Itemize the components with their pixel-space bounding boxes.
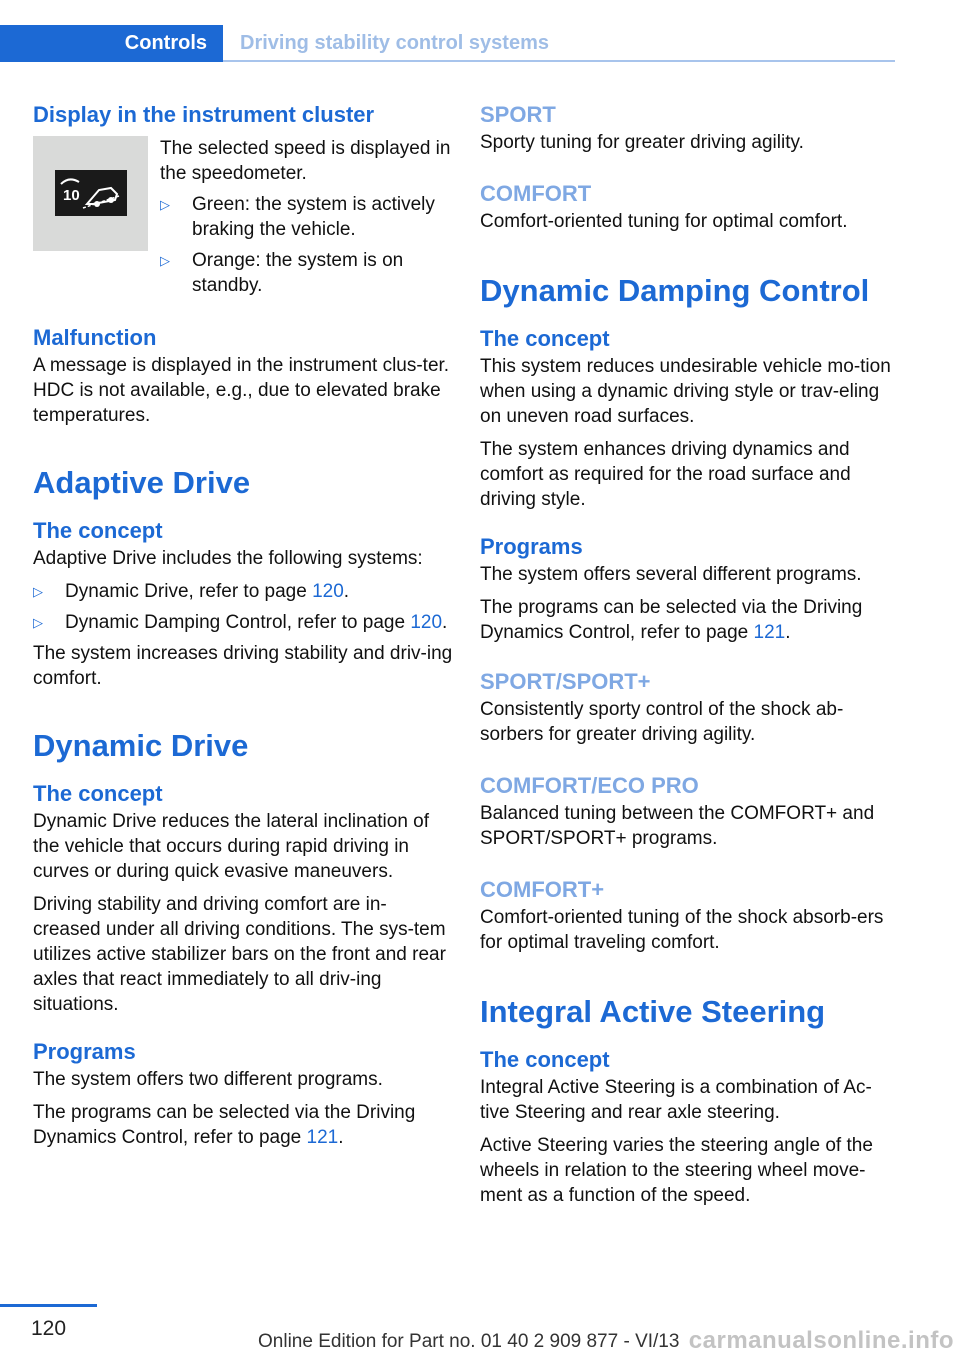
ddc-concept-heading: The concept bbox=[480, 326, 610, 351]
adaptive-intro: Adaptive Drive includes the following systems: bbox=[33, 548, 423, 569]
hdc-indicator-image bbox=[33, 136, 148, 251]
edition-text: Online Edition for Part no. 01 40 2 909 877 - VI/13 bbox=[258, 1331, 680, 1352]
page-link-120[interactable]: 120 bbox=[312, 581, 344, 602]
programs-heading: Programs bbox=[33, 1039, 136, 1064]
ias-concept-heading: The concept bbox=[480, 1047, 610, 1072]
right-column bbox=[480, 100, 900, 1216]
programs-paragraph-1: The system offers two different programs. bbox=[33, 1069, 383, 1090]
footer-rule bbox=[0, 1304, 97, 1307]
adaptive-outro: The system increases driving stability and driv‐ing comfort. bbox=[33, 643, 453, 689]
sport-text: Sporty tuning for greater driving agility. bbox=[480, 132, 804, 153]
ddc-paragraph-2: The system enhances driving dynamics and comfort as required for the road surface and driving style. bbox=[480, 439, 851, 510]
page-link-121[interactable]: 121 bbox=[306, 1127, 339, 1148]
ias-paragraph-2: Active Steering varies the steering angle of the wheels in relation to the steering wheel move‐ment as a function of the speed. bbox=[480, 1135, 873, 1206]
header-tab bbox=[0, 25, 223, 62]
indicator-screen bbox=[55, 170, 127, 216]
ddc-paragraph-1: This system reduces undesirable vehicle mo‐tion when using a dynamic driving style or trav‐eling on uneven road surfaces. bbox=[480, 356, 891, 427]
ias-paragraph-1: Integral Active Steering is a combination of Ac‐tive Steering and rear axle steering. bbox=[480, 1077, 872, 1123]
display-heading: Display in the instrument cluster bbox=[33, 102, 375, 127]
ias-heading: Integral Active Steering bbox=[480, 994, 826, 1029]
malfunction-heading: Malfunction bbox=[33, 325, 157, 350]
sportplus-heading: SPORT/SPORT+ bbox=[480, 669, 651, 694]
dd-paragraph-2: Driving stability and driving comfort are in‐creased under all driving conditions. The sys‐tem utilizes active stabilizer bars on the front and rear axles that react immediately to all driv‐ing situations. bbox=[33, 894, 446, 1015]
header-tab-label: Controls bbox=[124, 32, 207, 54]
left-column bbox=[33, 100, 453, 1158]
ddc-programs-paragraph-1: The system offers several different programs. bbox=[480, 564, 862, 585]
dd-paragraph-1: Dynamic Drive reduces the lateral inclination of the vehicle that occurs during rapid driving in curves or during quick evasive maneuvers. bbox=[33, 811, 430, 882]
adaptive-bullet-damping: ▷ Dynamic Damping Control, refer to page 120. bbox=[33, 612, 448, 633]
comfort-text: Comfort-oriented tuning for optimal comfort. bbox=[480, 211, 848, 232]
page-link-120[interactable]: 120 bbox=[410, 612, 443, 633]
adaptive-drive-heading: Adaptive Drive bbox=[33, 465, 251, 500]
sport-heading: SPORT bbox=[480, 102, 556, 127]
hill-descent-icon bbox=[55, 170, 127, 216]
comfortplus-text: Comfort-oriented tuning of the shock absorb‐ers for optimal traveling comfort. bbox=[480, 907, 884, 953]
header-section-title: Driving stability control systems bbox=[240, 32, 549, 54]
adaptive-bullet-dynamic-drive: ▷ Dynamic Drive, refer to page 120. bbox=[33, 581, 350, 602]
indicator-number: 10 bbox=[63, 187, 80, 204]
sportplus-text: Consistently sporty control of the shock ab‐sorbers for greater driving agility. bbox=[480, 699, 844, 745]
programs-paragraph-2: The programs can be selected via the Driving Dynamics Control, refer to page 121. bbox=[33, 1102, 416, 1148]
ecopro-text: Balanced tuning between the COMFORT+ and SPORT/SPORT+ programs. bbox=[480, 803, 875, 849]
bullet-triangle-icon: ▷ bbox=[160, 197, 170, 212]
comfortplus-heading: COMFORT+ bbox=[480, 877, 605, 902]
adaptive-concept-heading: The concept bbox=[33, 518, 163, 543]
ddc-programs-heading: Programs bbox=[480, 534, 583, 559]
malfunction-text: A message is displayed in the instrument clus‐ter. HDC is not available, e.g., due to elevated brake temperatures. bbox=[33, 355, 450, 426]
display-figure-row bbox=[33, 136, 453, 304]
page-link-121[interactable]: 121 bbox=[753, 622, 786, 643]
dynamic-drive-heading: Dynamic Drive bbox=[33, 728, 249, 763]
display-bullet-orange: ▷ Orange: the system is on standby. bbox=[160, 250, 404, 296]
dd-concept-heading: The concept bbox=[33, 781, 163, 806]
display-bullet-green: ▷ Green: the system is actively braking the vehicle. bbox=[160, 194, 435, 240]
header-rule bbox=[223, 60, 895, 62]
bullet-triangle-icon: ▷ bbox=[33, 584, 43, 599]
ecopro-heading: COMFORT/ECO PRO bbox=[480, 773, 699, 798]
comfort-heading: COMFORT bbox=[480, 181, 592, 206]
ddc-programs-paragraph-2: The programs can be selected via the Driving Dynamics Control, refer to page 121. bbox=[480, 597, 863, 643]
display-text: The selected speed is displayed in the speedometer. bbox=[160, 138, 451, 184]
ddc-heading: Dynamic Damping Control bbox=[480, 273, 870, 308]
bullet-triangle-icon: ▷ bbox=[33, 615, 43, 630]
page-number: 120 bbox=[30, 1317, 67, 1340]
bullet-triangle-icon: ▷ bbox=[160, 253, 170, 268]
watermark: carmanualsonline.info bbox=[688, 1327, 954, 1354]
